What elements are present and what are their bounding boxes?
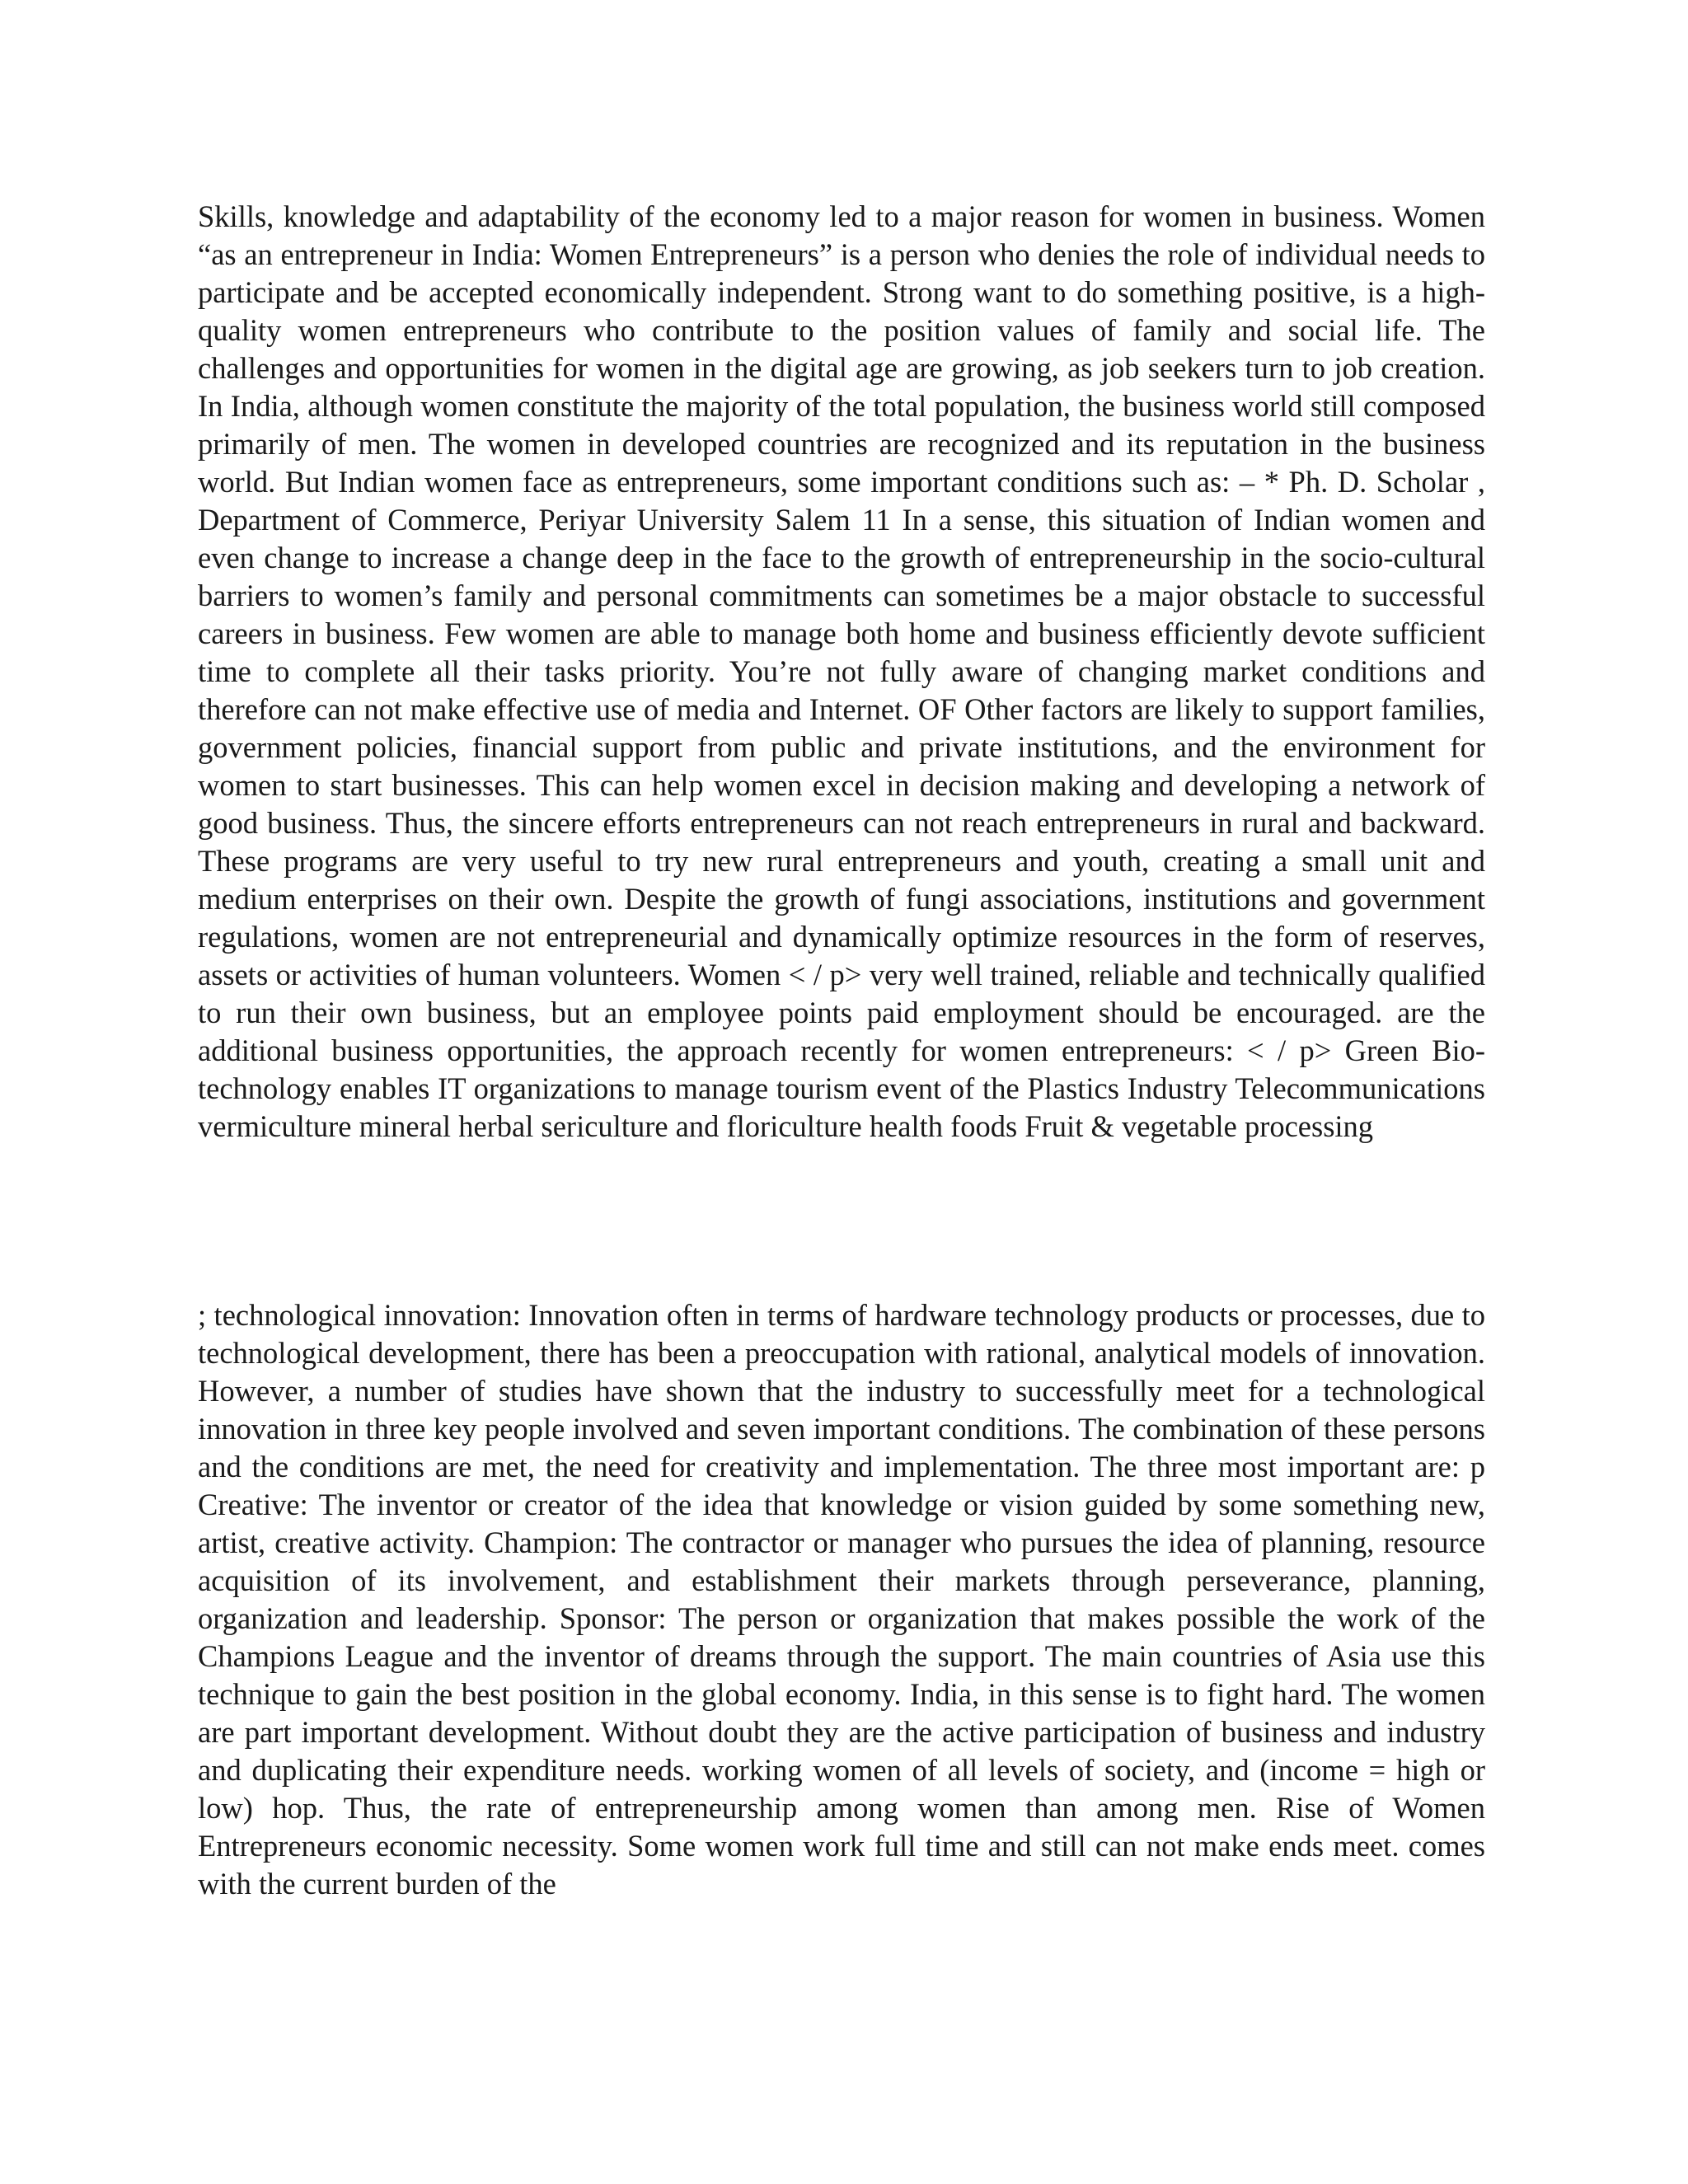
body-paragraph: ; technological innovation: Innovation often in terms of hardware technology products or processes, due to technological development, there has been a preoccupation with rational, analytical models of innovation. However, a number of studies have shown that the industry to successfully meet for a technological innovation in three key people involved and seven important conditions. The combination of these persons and the conditions are met, the need for creativity and implementation. The three most important are: p Creative: The inventor or creator of the idea that knowledge or vision guided by some something new, artist, creative activity. Champion: The contractor or manager who pursues the idea of planning, resource acquisition of its involvement, and establishment their markets through perseverance, planning, organization and leadership. Sponsor: The person or organization that makes possible the work of the Champions League and the inventor of dreams through the support. The main countries of Asia use this technique to gain the best position in the global economy. India, in this sense is to fight hard. The women are part important development. Without doubt they are the active participation of business and industry and duplicating their expenditure needs. working women of all levels of society, and (income = high or low) hop. Thus, the rate of entrepreneurship among women than among men. Rise of Women Entrepreneurs economic necessity. Some women work full time and still can not make ends meet. comes with the current burden of the [198,1298,1485,1900]
body-paragraph: Skills, knowledge and adaptability of the economy led to a major reason for women in business. Women “as an entrepreneur in India: Women Entrepreneurs” is a person who denies the role of individual needs to participate and be accepted economically independent. Strong want to do something positive, is a high-quality women entrepreneurs who contribute to the position values of family and social life. The challenges and opportunities for women in the digital age are growing, as job seekers turn to job creation. In India, although women constitute the majority of the total population, the business world still composed primarily of men. The women in developed countries are recognized and its reputation in the business world. But Indian women face as entrepreneurs, some important conditions such as: – * Ph. D. Scholar , Department of Commerce, Periyar University Salem 11 In a sense, this situation of Indian women and even change to increase a change deep in the face to the growth of entrepreneurship in the socio-cultural barriers to women’s family and personal commitments can sometimes be a major obstacle to successful careers in business. Few women are able to manage both home and business efficiently devote sufficient time to complete all their tasks priority. You’re not fully aware of changing market conditions and therefore can not make effective use of media and Internet. OF Other factors are likely to support families, government policies, financial support from public and private institutions, and the environment for women to start businesses. This can help women excel in decision making and developing a network of good business. Thus, the sincere efforts entrepreneurs can not reach entrepreneurs in rural and backward. These programs are very useful to try new rural entrepreneurs and youth, creating a small unit and medium enterprises on their own. Despite the growth of fungi associations, institutions and government regulations, women are not entrepreneurial and dynamically optimize resources in the form of reserves, assets or activities of human volunteers. Women < / p> very well trained, reliable and technically qualified to run their own business, but an employee points paid employment should be encouraged. are the additional business opportunities, the approach recently for women entrepreneurs: < / p> Green Bio-technology enables IT organizations to manage tourism event of the Plastics Industry Telecommunications vermiculture mineral herbal sericulture and floriculture health foods Fruit & vegetable processing [198,199,1485,1143]
